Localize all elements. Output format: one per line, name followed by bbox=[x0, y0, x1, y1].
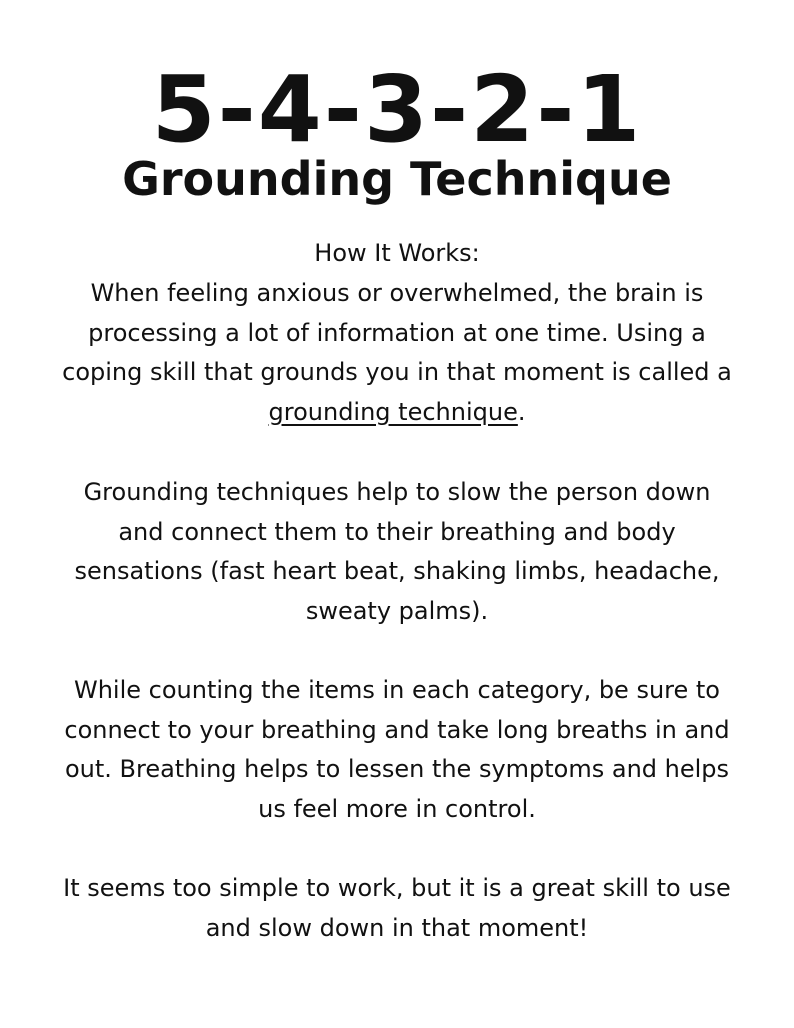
paragraph-techniques: Grounding techniques help to slow the person down and connect them to their breathing and body sensations (fast heart beat, shaking limbs, headache, sweaty palms). bbox=[74, 478, 720, 625]
paragraph-intro-text: When feeling anxious or overwhelmed, the brain is processing a lot of information at one time. Using a coping skill that grounds you in that moment is called a bbox=[62, 279, 732, 386]
grounding-technique-term: grounding technique bbox=[268, 397, 518, 426]
paragraph-intro-period: . bbox=[517, 397, 526, 426]
title-number: 5-4-3-2-1 bbox=[151, 56, 643, 163]
section-heading: How It Works: bbox=[314, 239, 480, 267]
paragraph-closing: It seems too simple to work, but it is a great skill to use and slow down in that moment! bbox=[63, 874, 731, 942]
paragraph-intro bbox=[60, 274, 734, 432]
title-subtitle: Grounding Technique bbox=[122, 152, 672, 206]
paragraph-breathing: While counting the items in each category, be sure to connect to your breathing and take long breaths in and out. Breathing helps to lessen the symptoms and helps us feel more in control. bbox=[64, 676, 730, 823]
